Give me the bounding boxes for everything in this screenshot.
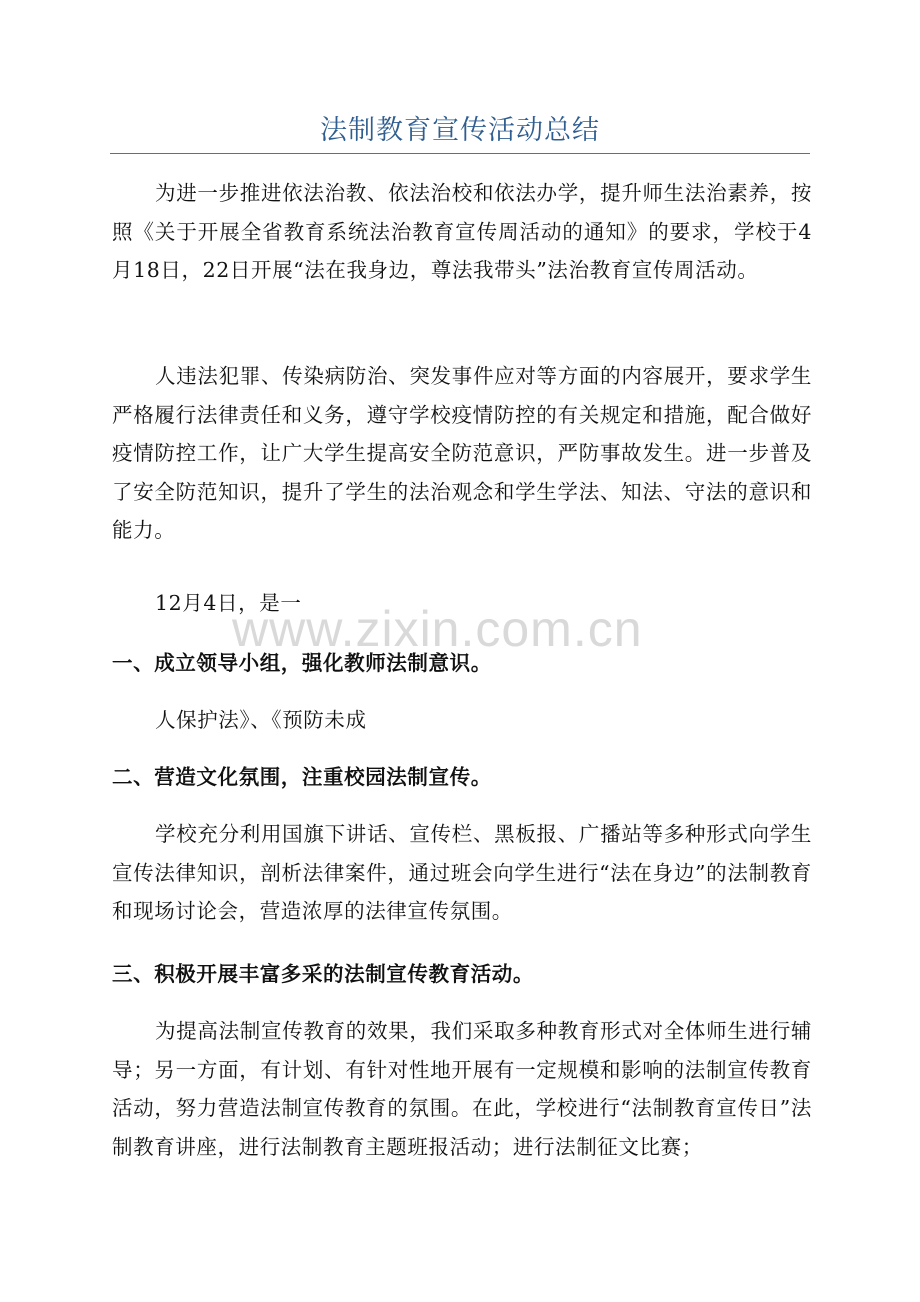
paragraph-safety: 人违法犯罪、传染病防治、突发事件应对等方面的内容展开，要求学生严格履行法律责任和义务，遵守学校疫情防控的有关规定和措施，配合做好疫情防控工作，让广大学生提高安全防范意识，严防事故发生。进一步普及了安全防范知识，提升了学生的法治观念和学生学法、知法、守法的意识和能力。 (112, 364, 812, 542)
document-title: 法制教育宣传活动总结 (320, 115, 600, 146)
paragraph-campus-publicity: 学校充分利用国旗下讲话、宣传栏、黑板报、广播站等多种形式向学生宣传法律知识，剖析法律案件，通过班会向学生进行“法在身边”的法制教育和现场讨论会，营造浓厚的法律宣传氛围。 (112, 822, 812, 923)
paragraph-law-names: 人保护法》、《预防未成 (155, 708, 367, 732)
paragraph-date: 12月4日，是一 (155, 591, 302, 615)
section-heading-3: 三、积极开展丰富多采的法制宣传教育活动。 (112, 962, 534, 986)
watermark: www.zixin.com.cn (232, 601, 643, 657)
paragraph-activities: 为提高法制宣传教育的效果，我们采取多种教育形式对全体师生进行辅导；另一方面，有计划、有针对性地开展有一定规模和影响的法制宣传教育活动，努力营造法制宣传教育的氛围。在此，学校进行“法制教育宣传日”法制教育讲座，进行法制教育主题班报活动；进行法制征文比赛； (112, 1019, 812, 1159)
paragraph-intro: 为进一步推进依法治教、依法治校和依法办学，提升师生法治素养，按照《关于开展全省教育系统法治教育宣传周活动的通知》的要求，学校于4月18日，22日开展“法在我身边，尊法我带头”法治教育宣传周活动。 (112, 181, 812, 282)
section-heading-1: 一、成立领导小组，强化教师法制意识。 (112, 651, 492, 675)
section-heading-2: 二、营造文化氛围，注重校园法制宣传。 (112, 765, 492, 789)
title-underline (110, 153, 810, 154)
